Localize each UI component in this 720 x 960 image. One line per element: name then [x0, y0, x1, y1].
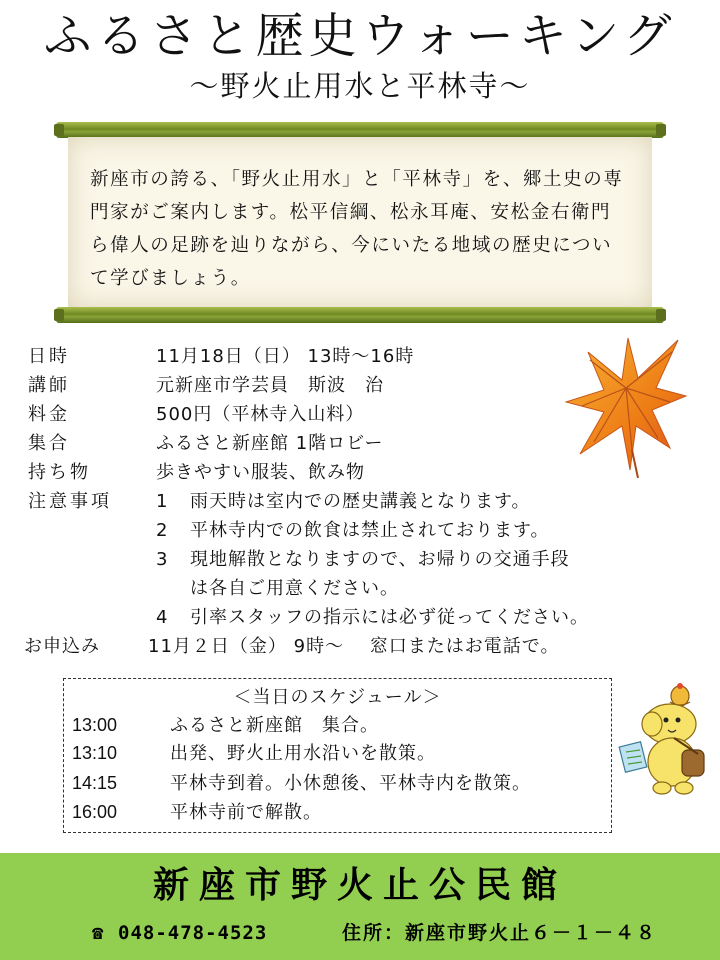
footer-banner: [0, 853, 720, 960]
detail-label: 日時: [28, 346, 70, 367]
page-subtitle: ～野火止用水と平林寺～: [189, 69, 531, 103]
detail-value: 500円（平林寺入山料）: [156, 404, 365, 425]
detail-value: ふるさと新座館 1階ロビー: [156, 433, 384, 454]
page-title: ふるさと歴史ウォーキング: [43, 8, 677, 64]
organization-name: 新座市野火止公民館: [152, 865, 567, 906]
detail-label: 注意事項: [28, 491, 112, 512]
phone-number: ☎ 048-478-4523: [92, 919, 267, 947]
address: 住所：新座市野火止６－１－４８: [342, 922, 658, 944]
schedule-time: 13:00: [72, 715, 118, 735]
phone-icon: ☎: [92, 922, 105, 944]
maple-leaf-icon: [560, 330, 690, 480]
schedule-activity: 出発、野火止用水沿いを散策。: [170, 743, 436, 764]
detail-value: 歩きやすい服装、飲み物: [156, 462, 365, 483]
schedule-time: 13:10: [72, 743, 118, 763]
detail-value: 元新座市学芸員 斯波 治: [156, 375, 384, 396]
schedule-row: [72, 739, 436, 768]
detail-value: 11月18日（日） 13時～16時: [156, 346, 415, 367]
schedule-activity: ふるさと新座館 集合。: [170, 715, 379, 736]
intro-text: 新座市の誇る、「野火止用水」と「平林寺」を、郷土史の専門家がご案内します。松平信綱、松永耳庵、安松金右衛門ら偉人の足跡を辿りながら、今にいたる地域の歴史について学びましょう。: [90, 169, 624, 289]
application-value: 11月２日（金） 9時～ 窓口またはお電話で。: [148, 636, 560, 657]
note-item: 4 引率スタッフの指示には必ず従ってください。: [156, 607, 589, 628]
detail-label: 集合: [28, 433, 70, 454]
schedule-time: 14:15: [72, 773, 118, 793]
detail-label: 料金: [28, 404, 70, 425]
schedule-activity: 平林寺前で解散。: [170, 802, 322, 823]
intro-scroll: [68, 137, 652, 308]
schedule-box: [63, 678, 612, 833]
note-item-continued: は各自ご用意ください。: [190, 578, 399, 599]
detail-label: 講師: [28, 375, 70, 396]
detail-label: 持ち物: [28, 462, 91, 483]
scroll-rod-bottom: [56, 307, 664, 323]
scroll-rod-top: [56, 122, 664, 138]
schedule-row: [72, 711, 379, 740]
schedule-time: 16:00: [72, 802, 118, 822]
schedule-activity: 平林寺到着。小休憩後、平林寺内を散策。: [170, 773, 531, 794]
schedule-row: [72, 798, 322, 827]
note-item: 2 平林寺内での飲食は禁止されております。: [156, 520, 550, 541]
schedule-title: ＜当日のスケジュール＞: [233, 687, 442, 708]
note-item: 3 現地解散となりますので、お帰りの交通手段: [156, 549, 570, 570]
schedule-row: [72, 769, 531, 798]
application-label: お申込み: [24, 636, 100, 657]
note-item: 1 雨天時は室内での歴史講義となります。: [156, 491, 531, 512]
mascot-illustration: [612, 680, 712, 798]
